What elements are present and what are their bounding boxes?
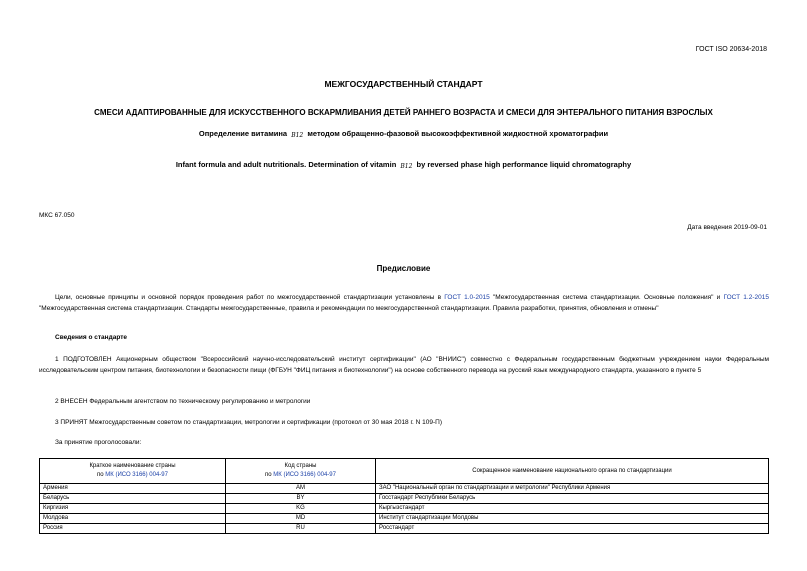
voted-label: За принятие проголосовали: bbox=[55, 439, 142, 446]
english-title-after: by reversed phase high performance liquid chromatography bbox=[416, 160, 632, 169]
document-title: СМЕСИ АДАПТИРОВАННЫЕ ДЛЯ ИСКУССТВЕННОГО ВСКАРМЛИВАНИЯ ДЕТЕЙ РАННЕГО ВОЗРАСТА И СМЕСИ ДЛЯ ЭНТЕРАЛЬНОГО ПИТАНИЯ ВЗРОСЛЫХ bbox=[94, 108, 713, 117]
foreword-paragraph bbox=[39, 292, 769, 314]
gost-1-0-link[interactable]: ГОСТ 1.0-2015 bbox=[444, 294, 490, 301]
column-header-country: Краткое наименование страны по МК (ИСО 3166) 004-97 bbox=[40, 459, 226, 484]
table-row bbox=[40, 504, 769, 514]
table-row bbox=[40, 494, 769, 504]
body-cell: ЗАО "Национальный орган по стандартизации и метрологии" Республики Армения bbox=[376, 484, 769, 494]
standard-type-heading: МЕЖГОСУДАРСТВЕННЫЙ СТАНДАРТ bbox=[324, 79, 483, 89]
body-cell: Кыргызстандарт bbox=[376, 504, 769, 514]
column-header-code: Код страны по МК (ИСО 3166) 004-97 bbox=[226, 459, 376, 484]
code-cell: RU bbox=[226, 524, 376, 534]
subtitle-before: Определение витамина bbox=[198, 129, 288, 138]
gost-1-2-link[interactable]: ГОСТ 1.2-2015 bbox=[723, 294, 769, 301]
voting-table bbox=[39, 458, 769, 534]
english-title bbox=[0, 160, 807, 170]
document-code: ГОСТ ISO 20634-2018 bbox=[695, 46, 767, 53]
body-cell: Госстандарт Республики Беларусь bbox=[376, 494, 769, 504]
country-cell: Россия bbox=[40, 524, 226, 534]
foreword-text-2: "Межгосударственная система стандартизации. Основные положения" и bbox=[489, 294, 724, 301]
info-heading: Сведения о стандарте bbox=[55, 334, 128, 341]
column-header-body: Сокращенное наименование национального органа по стандартизации bbox=[376, 459, 769, 484]
table-row bbox=[40, 524, 769, 534]
table-header-row bbox=[40, 459, 769, 484]
mks-code: МКС 67.050 bbox=[39, 212, 75, 219]
mk-iso-3166-link[interactable]: МК (ИСО 3166) 004-97 bbox=[105, 472, 168, 478]
table-row bbox=[40, 514, 769, 524]
foreword-text-3: "Межгосударственная система стандартизации. Стандарты межгосударственные, правила и рекомендации по межгосударственной стандартизации. Правила разработки, принятия, обновления и отмены" bbox=[39, 305, 659, 312]
code-cell: MD bbox=[226, 514, 376, 524]
document-subtitle bbox=[0, 129, 807, 139]
country-cell: Молдова bbox=[40, 514, 226, 524]
country-cell: Киргизия bbox=[40, 504, 226, 514]
info-item-1: 1 ПОДГОТОВЛЕН Акционерным обществом "Всероссийский научно-исследовательский институт сертификации" (АО "ВНИИС") совместно с Федеральным государственным бюджетным учреждением науки Федеральным исследовательским центром питания, биотехнологии и безопасности пищи (ФГБУН "ФИЦ питания и биотехнологии") на основе собственного перевода на русский язык международного стандарта, указанного в пункте 5 bbox=[39, 356, 769, 374]
vitamin-symbol: B12 bbox=[291, 132, 304, 139]
body-cell: Институт стандартизации Молдовы bbox=[376, 514, 769, 524]
code-cell: BY bbox=[226, 494, 376, 504]
code-cell: AM bbox=[226, 484, 376, 494]
english-title-before: Infant formula and adult nutritionals. Determination of vitamin bbox=[175, 160, 397, 169]
country-cell: Армения bbox=[40, 484, 226, 494]
table-row bbox=[40, 484, 769, 494]
foreword-text-1: Цели, основные принципы и основной порядок проведения работ по межгосударственной стандартизации установлены в bbox=[55, 294, 445, 301]
info-item-3: 3 ПРИНЯТ Межгосударственным советом по стандартизации, метрологии и сертификации (протокол от 30 мая 2018 г. N 109-П) bbox=[55, 419, 443, 426]
mk-iso-3166-link[interactable]: МК (ИСО 3166) 004-97 bbox=[273, 472, 336, 478]
info-item-2: 2 ВНЕСЕН Федеральным агентством по техническому регулированию и метрологии bbox=[55, 398, 311, 405]
vitamin-symbol-en: B12 bbox=[400, 163, 413, 170]
foreword-heading: Предисловие bbox=[376, 264, 431, 273]
country-cell: Беларусь bbox=[40, 494, 226, 504]
code-cell: KG bbox=[226, 504, 376, 514]
body-cell: Росстандарт bbox=[376, 524, 769, 534]
introduction-date: Дата введения 2019-09-01 bbox=[687, 224, 767, 231]
subtitle-after: методом обращенно-фазовой высокоэффективной жидкостной хроматографии bbox=[307, 129, 609, 138]
